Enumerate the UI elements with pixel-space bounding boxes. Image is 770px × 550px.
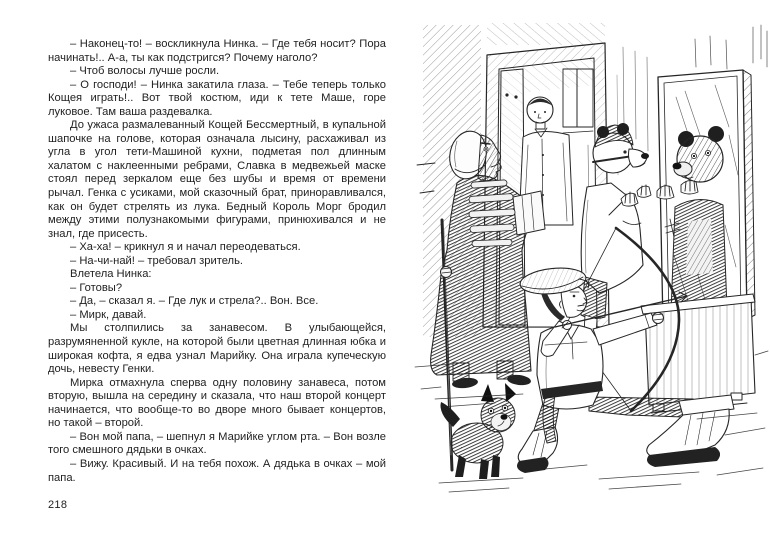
illustration-drawing xyxy=(395,15,770,535)
paragraph-8: – Готовы? xyxy=(70,281,123,294)
paragraph-4: До ужаса размалеванный Кощей Бессмертный, в купальной шапочке на голове, которая означала лысину, расхаживал из угла в угол тети-Машиной кухни, подметая пол длинным халатом с наклеенными ребрами, Славка в медвежьей маске стоял перед зеркалом еще без шубы и время от времени рычал. Генка с усиками, мой сказочный брат, приноравливался, как он будет стрелять из лука. Бедный Король Морг бродил между этими полузнакомыми фигурами, принюхивался и не знал, где присесть. xyxy=(48,119,386,240)
left-page-text-column xyxy=(48,38,386,485)
mask-ear-icon xyxy=(597,126,609,138)
floppy-ear xyxy=(481,384,494,402)
mask-nose-icon xyxy=(641,153,649,159)
paragraph-14: – Вижу. Красивый. И на тебя похож. А дядька в очках – мой папа. xyxy=(48,457,386,484)
paragraph-13: – Вон мой папа, – шепнул я Марийке углом рта. – Вон возле того смешного дядьки в очках. xyxy=(48,430,386,457)
bear-nose-icon xyxy=(673,163,682,170)
paragraph-6: – На-чи-най! – требовал зритель. xyxy=(70,254,244,267)
paragraph-10: – Мирк, давай. xyxy=(70,308,147,321)
wooden-chest xyxy=(641,294,755,413)
paragraph-2: – Чтоб волосы лучше росли. xyxy=(70,65,220,78)
dog-nose-icon xyxy=(501,414,508,420)
paragraph-5: – Ха-ха! – крикнул я и начал переодеваться. xyxy=(70,241,301,254)
paragraph-11: Мы столпились за занавесом. В улыбающейся, разрумяненной кукле, на которой были цветная длинная юбка и широкая кофта, я едва узнал Марийку. Она играла купеческую дочь, невесту Генки. xyxy=(48,322,386,376)
paragraph-7: Влетела Нинка: xyxy=(70,268,152,281)
mask-ear-icon xyxy=(617,123,629,135)
page-number: 218 xyxy=(48,499,68,511)
paragraph-1: – Наконец-то! – воскликнула Нинка. – Где тебя носит? Пора начинать!.. А-а, ты как подстригся? Почему наголо? xyxy=(48,38,386,64)
paragraph-9: – Да, – сказал я. – Где лук и стрела?.. Вон. Все. xyxy=(70,295,319,308)
towel xyxy=(513,191,545,235)
paragraph-3: – О господи! – Нинка закатила глаза. – Тебе теперь только Кощея играть!.. Вот твой костюм, иди к тете Маше, горе луковое. Там ваша раздевалка. xyxy=(48,78,386,118)
paragraph-12: Мирка отмахнула сперва одну половину занавеса, потом вторую, вышла на середину и сказала, что наш второй концерт начинается, что вообще-то во дворе много бывает концертов, но такой – второй. xyxy=(48,376,386,430)
floppy-ear xyxy=(505,383,516,402)
